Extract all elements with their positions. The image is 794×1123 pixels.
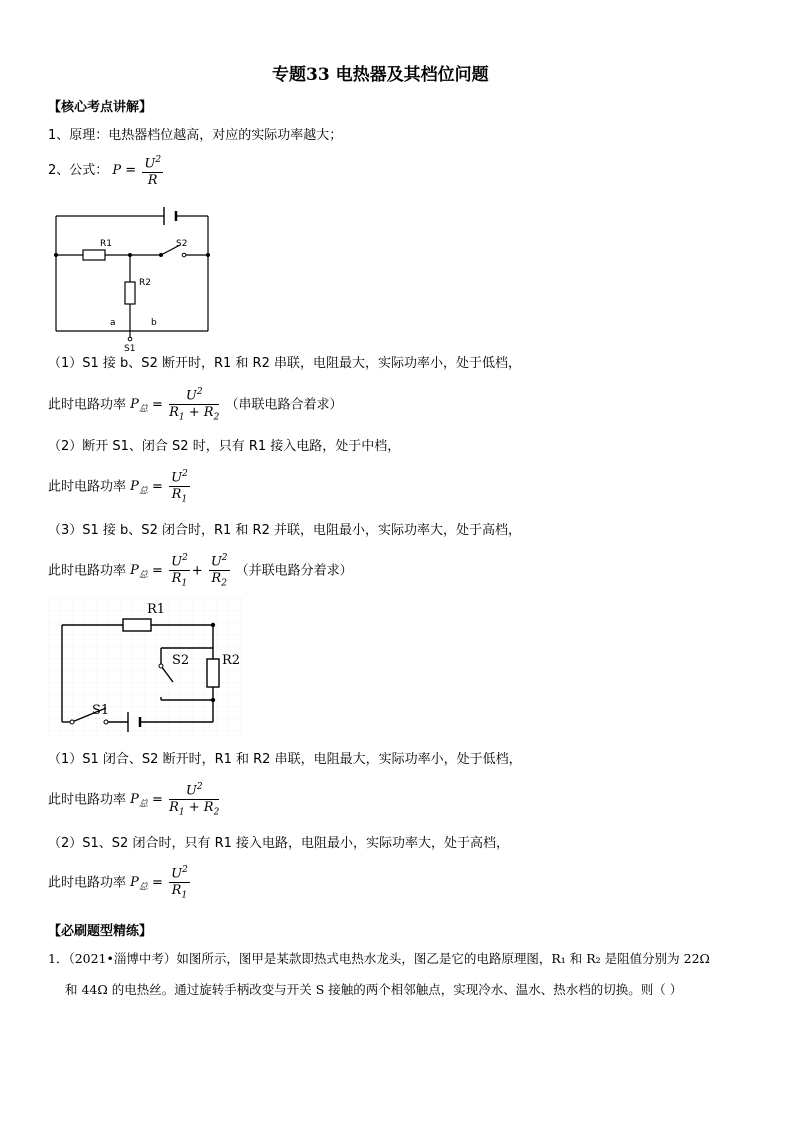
c1-case3: （3）S1 接 b、S2 闭合时，R1 和 R2 并联，电阻最小，实际功率大，处于高档， (48, 523, 521, 538)
c1-case3-note: （并联电路分着求） (235, 563, 353, 579)
c2-case1: （1）S1 闭合、S2 断开时，R1 和 R2 串联，电阻最大，实际功率小，处于低档， (48, 752, 522, 767)
label-r1: R1 (147, 602, 166, 617)
c1-case1-power: 此时电路功率 $P_总$ = $\frac{U^2}{R_1 + R_2}$ （串联电路合着求） (48, 384, 342, 426)
c1-case1-note: （串联电路合着求） (225, 397, 343, 413)
circuit-diagram-2 (48, 598, 243, 738)
formula-label: 2、公式： (48, 163, 109, 179)
label-r1: R1 (100, 239, 112, 249)
power-prefix: 此时电路功率 (48, 397, 127, 413)
label-s2: S2 (172, 653, 190, 668)
c1-case2-power: 此时电路功率 $P_总$ = $\frac{U^2}{R_1}$ (48, 466, 192, 508)
formula-p: P (112, 163, 122, 179)
label-s1: S1 (124, 344, 136, 353)
power-prefix: 此时电路功率 (48, 563, 127, 579)
formula-line: 2、公式： P = $\frac{U^2}{R}$ (48, 152, 165, 189)
section-heading-practice: 【必刷题型精练】 (48, 924, 153, 939)
label-a: a (110, 318, 116, 328)
label-b: b (151, 318, 157, 328)
label-s1: S1 (92, 703, 110, 718)
c1-case1: （1）S1 接 b、S2 断开时，R1 和 R2 串联，电阻最大，实际功率小，处于低档， (48, 356, 521, 371)
c2-case2: （2）S1、S2 闭合时，只有 R1 接入电路，电阻最小，实际功率大，处于高档， (48, 836, 510, 851)
question-1-line-2: 和 44Ω 的电热丝。通过旋转手柄改变与开关 S 接触的两个相邻触点，实现冷水、温水、热水档的切换。则（ ） (65, 982, 683, 997)
section-heading-core: 【核心考点讲解】 (48, 100, 153, 115)
c2-case2-power: 此时电路功率 $P_总$ = $\frac{U^2}{R_1}$ (48, 862, 192, 904)
power-prefix: 此时电路功率 (48, 875, 127, 891)
question-1-line-1: 1．（2021•淄博中考）如图所示，图甲是某款即热式电热水龙头，图乙是它的电路原理图，R₁ 和 R₂ 是阻值分别为 22Ω (48, 951, 710, 966)
c1-case2: （2）断开 S1、闭合 S2 时，只有 R1 接入电路，处于中档， (48, 439, 401, 454)
label-r2: R2 (222, 653, 241, 668)
c2-case1-power: 此时电路功率 $P_总$ = $\frac{U^2}{R_1 + R_2}$ (48, 779, 221, 821)
power-prefix: 此时电路功率 (48, 792, 127, 808)
principle-text: 1、原理：电热器档位越高，对应的实际功率越大； (48, 128, 343, 143)
circuit-diagram-1 (50, 203, 215, 353)
label-r2: R2 (139, 278, 151, 288)
label-s2: S2 (176, 239, 188, 249)
c1-case3-power: 此时电路功率 $P_总$ = $\frac{U^2}{R_1}$ + $\frac{U^2}{R_2}$ （并联电路分着求） (48, 550, 353, 592)
power-prefix: 此时电路功率 (48, 479, 127, 495)
page-title: 专题33 电热器及其档位问题 (272, 65, 489, 85)
formula-fraction: $\frac{U^2}{R}$ (142, 152, 163, 189)
